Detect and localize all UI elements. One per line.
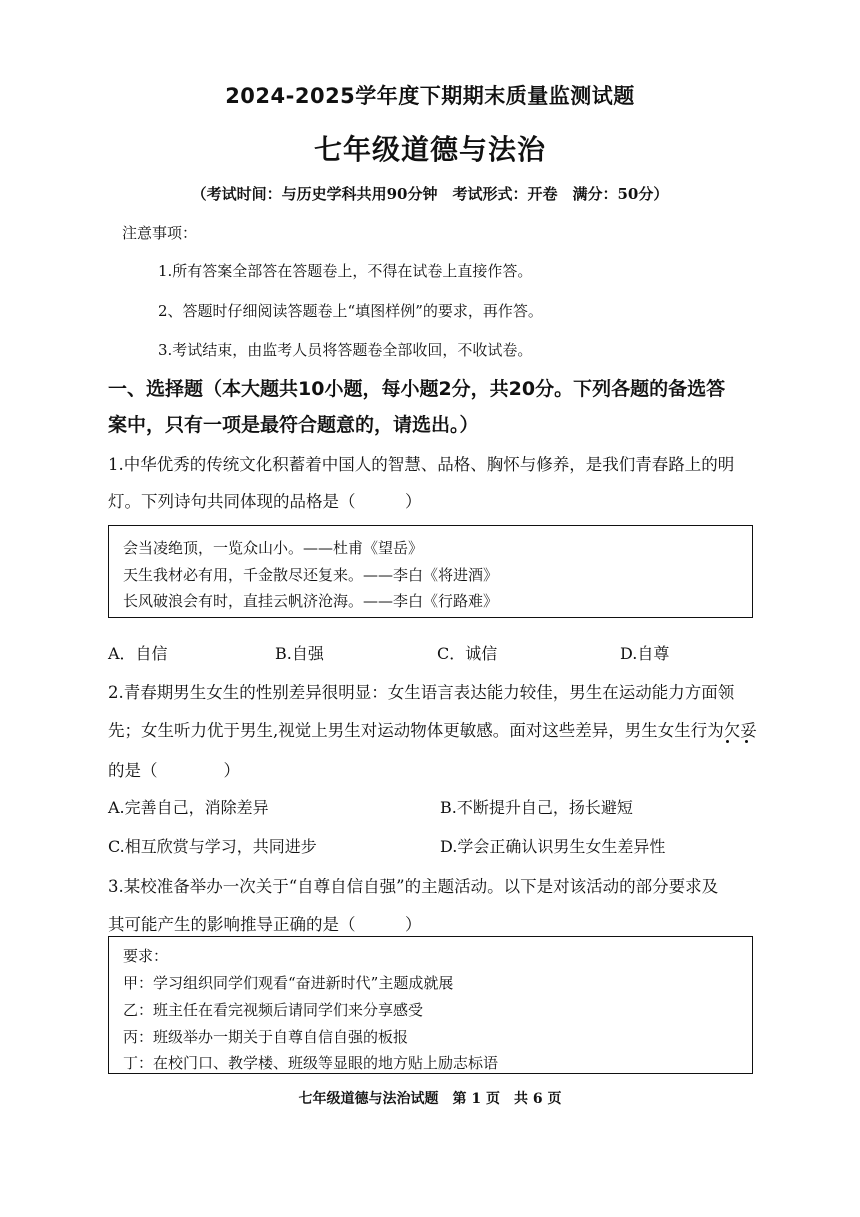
poem-line: 天生我材必有用，千金散尽还复来。——李白《将进酒》 <box>123 566 499 584</box>
emphasis-dot <box>745 740 748 743</box>
q1-option-b: B.自强 <box>275 644 324 663</box>
poem-line: 长风破浪会有时，直挂云帆济沧海。——李白《行路难》 <box>123 592 499 610</box>
q2-option-d: D.学会正确认识男生女生差异性 <box>440 837 666 856</box>
question-1-line-1: 1.中华优秀的传统文化积蓄着中国人的智慧、品格、胸怀与修养，是我们青春路上的明 <box>108 455 735 474</box>
question-2-line-2: 先；女生听力优于男生,视觉上男生对运动物体更敏感。面对这些差异，男生女生行为欠妥 <box>108 721 757 740</box>
section-heading-line-2: 案中，只有一项是最符合题意的，请选出。） <box>108 414 479 436</box>
poem-line: 会当凌绝顶，一览众山小。——杜甫《望岳》 <box>123 539 424 557</box>
q1-option-c: C．诚信 <box>437 644 498 663</box>
notice-item-1: 1.所有答案全部答在答题卷上，不得在试卷上直接作答。 <box>158 262 533 280</box>
requirement-item: 甲：学习组织同学们观看“奋进新时代”主题成就展 <box>123 974 454 992</box>
emphasis-dot <box>726 740 729 743</box>
poem-box <box>108 525 753 618</box>
requirements-title: 要求： <box>123 947 169 965</box>
notice-item-3: 3.考试结束，由监考人员将答题卷全部收回，不收试卷。 <box>158 341 533 359</box>
requirement-item: 丙：班级举办一期关于自尊自信自强的板报 <box>123 1028 409 1046</box>
notice-item-2: 2、答题时仔细阅读答题卷上“填图样例”的要求，再作答。 <box>158 302 543 320</box>
requirements-box <box>108 936 753 1074</box>
requirement-item: 乙：班主任在看完视频后请同学们来分享感受 <box>123 1001 424 1019</box>
page-footer: 七年级道德与法治试题 第 1 页 共 6 页 <box>298 1091 562 1107</box>
q2-option-c: C.相互欣赏与学习，共同进步 <box>108 837 317 856</box>
q1-option-d: D.自尊 <box>620 644 670 663</box>
question-2-line-1: 2.青春期男生女生的性别差异很明显：女生语言表达能力较佳，男生在运动能力方面领 <box>108 683 735 702</box>
question-1-line-2: 灯。下列诗句共同体现的品格是（ ） <box>108 492 422 511</box>
q1-option-a: A．自信 <box>108 644 168 663</box>
exam-info: （考试时间：与历史学科共用90分钟 考试形式：开卷 满分：50分） <box>191 185 669 203</box>
subject-title: 七年级道德与法治 <box>313 133 546 166</box>
section-heading-line-1: 一、选择题（本大题共10小题，每小题2分，共20分。下列各题的备选答 <box>108 378 726 400</box>
question-2-line-3: 的是（ ） <box>108 761 240 780</box>
question-3-line-1: 3.某校准备举办一次关于“自尊自信自强”的主题活动。以下是对该活动的部分要求及 <box>108 877 719 896</box>
exam-title: 2024-2025学年度下期期末质量监测试题 <box>225 84 635 108</box>
q2-option-a: A.完善自己，消除差异 <box>108 798 269 817</box>
question-3-line-2: 其可能产生的影响推导正确的是（ ） <box>108 915 422 934</box>
notice-title: 注意事项： <box>122 224 198 242</box>
requirement-item: 丁：在校门口、教学楼、班级等显眼的地方贴上励志标语 <box>123 1054 499 1072</box>
q2-option-b: B.不断提升自己，扬长避短 <box>440 798 633 817</box>
